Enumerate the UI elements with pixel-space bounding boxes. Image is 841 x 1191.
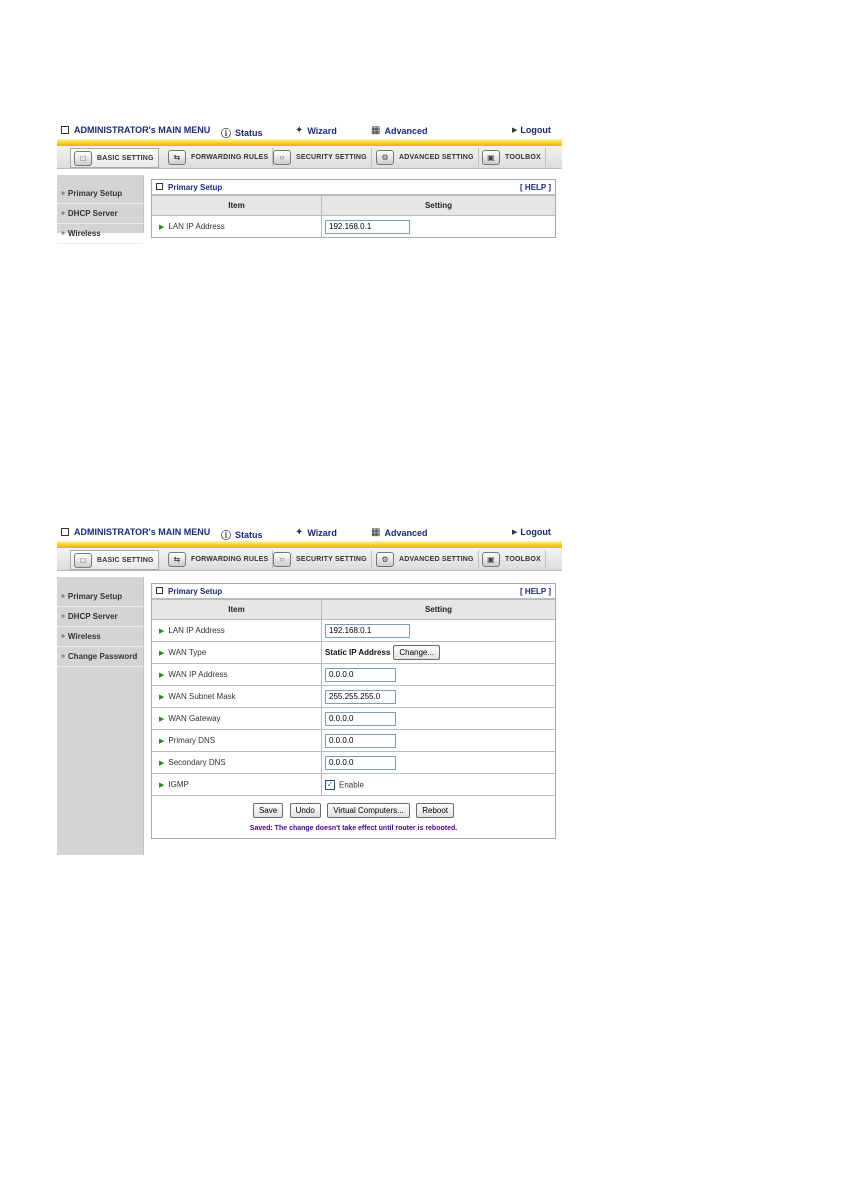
tab-toolbox[interactable] [479, 550, 546, 568]
square-bullet-icon [156, 183, 163, 190]
row-setting [322, 686, 556, 708]
square-bullet-icon [61, 528, 69, 536]
advanced-columns-icon: ▦ [371, 125, 381, 136]
gold-divider [57, 541, 562, 548]
logout-link[interactable] [512, 527, 551, 537]
wan-ip-label: WAN IP Address [168, 670, 228, 679]
folder-icon: □ [74, 553, 92, 568]
sidebar-item-wireless[interactable] [57, 627, 143, 647]
column-header-setting: Setting [322, 600, 556, 620]
tab-bar [57, 548, 562, 571]
lock-icon: ○ [273, 150, 291, 165]
primary-setup-panel [151, 179, 556, 238]
igmp-enable-checkbox[interactable]: ✓ [326, 779, 334, 789]
wizard-wand-icon: ✦ [295, 125, 304, 136]
lock-icon: ○ [273, 552, 291, 567]
wizard-label: Wizard [307, 125, 337, 136]
sidebar [57, 577, 144, 855]
advanced-columns-icon: ▦ [371, 527, 381, 538]
sidebar-item-wireless[interactable] [57, 224, 143, 244]
sidebar-item-change-password[interactable] [57, 647, 143, 667]
tab-forwarding-rules[interactable] [165, 148, 273, 166]
help-link[interactable]: [ HELP ] [520, 586, 551, 596]
tab-advanced-setting[interactable] [373, 148, 479, 166]
bullet-icon: » [61, 633, 65, 640]
bullet-icon: » [61, 653, 65, 660]
gold-divider [57, 139, 562, 146]
sidebar [57, 175, 144, 238]
triangle-right-icon: ▶ [512, 529, 518, 536]
sidebar-item-dhcp-server[interactable] [57, 607, 143, 627]
screenshot-top [57, 123, 562, 238]
column-header-item: Item [152, 600, 322, 620]
sidebar-item-label: Wireless [67, 632, 101, 641]
status-info-icon: ⓘ [221, 129, 231, 140]
sidebar-item-label: DHCP Server [67, 209, 118, 218]
advanced-label: Advanced [384, 527, 428, 538]
panel-title: Primary Setup [168, 586, 223, 596]
tab-label: BASIC SETTING [97, 154, 154, 162]
table-row [152, 752, 555, 774]
logout-label: Logout [520, 125, 551, 135]
tab-advanced-setting[interactable] [373, 550, 479, 568]
tab-label: ADVANCED SETTING [399, 153, 474, 161]
wizard-label: Wizard [307, 527, 337, 538]
action-bar [152, 795, 555, 838]
wan-subnet-mask-input[interactable]: 255.255.255.0 [325, 690, 396, 704]
sidebar-item-primary-setup[interactable] [57, 587, 143, 607]
column-header-setting: Setting [322, 196, 556, 216]
bullet-icon: » [61, 190, 65, 197]
wizard-wand-icon: ✦ [295, 527, 304, 538]
panel-title-wrap [156, 587, 222, 596]
sidebar-item-dhcp-server[interactable] [57, 204, 143, 224]
tab-label: TOOLBOX [505, 153, 541, 161]
toolbox-icon: ▣ [482, 552, 500, 567]
advanced-link[interactable] [371, 527, 427, 538]
row-setting [322, 642, 556, 664]
tab-label: SECURITY SETTING [296, 555, 367, 563]
virtual-computers-button[interactable]: Virtual Computers... [327, 803, 410, 818]
admin-main-menu[interactable] [61, 527, 210, 537]
triangle-right-icon: ▶ [159, 760, 165, 767]
advanced-link[interactable] [371, 125, 427, 136]
advanced-label: Advanced [384, 125, 428, 136]
forward-arrows-icon: ⇆ [168, 552, 186, 567]
triangle-right-icon: ▶ [159, 628, 165, 635]
tab-basic-setting[interactable] [70, 550, 159, 570]
igmp-label: IGMP [168, 780, 189, 789]
admin-menu-label: ADMINISTRATOR's MAIN MENU [74, 527, 211, 537]
square-bullet-icon [61, 126, 69, 134]
secondary-dns-input[interactable]: 0.0.0.0 [325, 756, 396, 770]
bullet-icon: » [61, 230, 65, 237]
row-label [152, 730, 322, 752]
wan-subnet-mask-label: WAN Subnet Mask [168, 692, 236, 701]
sidebar-item-label: Primary Setup [67, 592, 123, 601]
primary-dns-input[interactable]: 0.0.0.0 [325, 734, 396, 748]
lan-ip-label: LAN IP Address [168, 222, 225, 231]
panel-header [152, 584, 555, 599]
table-row [152, 730, 555, 752]
logout-link[interactable] [512, 125, 551, 135]
triangle-right-icon: ▶ [159, 716, 165, 723]
sidebar-item-label: Change Password [67, 652, 138, 661]
tab-forwarding-rules[interactable] [165, 550, 273, 568]
change-wan-type-button[interactable]: Change... [393, 645, 440, 660]
main-menu-bar [57, 123, 562, 139]
table-row [152, 620, 555, 642]
main-menu-bar [57, 525, 562, 541]
wan-type-value: Static IP Address [325, 648, 391, 657]
sidebar-item-label: Primary Setup [67, 189, 123, 198]
bullet-icon: » [61, 593, 65, 600]
tab-label: FORWARDING RULES [191, 153, 269, 161]
table-row [152, 686, 555, 708]
table-row [152, 708, 555, 730]
triangle-right-icon: ▶ [159, 782, 165, 789]
tab-security-setting[interactable] [270, 148, 372, 166]
wan-type-label: WAN Type [168, 648, 207, 657]
row-label [152, 752, 322, 774]
sidebar-item-label: DHCP Server [67, 612, 118, 621]
tab-security-setting[interactable] [270, 550, 372, 568]
folder-icon: □ [74, 151, 92, 166]
panel-title: Primary Setup [168, 182, 223, 192]
toolbox-icon: ▣ [482, 150, 500, 165]
square-bullet-icon [156, 587, 163, 594]
tab-label: ADVANCED SETTING [399, 555, 474, 563]
row-label [152, 686, 322, 708]
status-label: Status [235, 529, 263, 540]
settings-table [152, 599, 555, 795]
secondary-dns-label: Secondary DNS [168, 758, 226, 767]
admin-menu-label: ADMINISTRATOR's MAIN MENU [74, 125, 211, 135]
undo-button[interactable]: Undo [290, 803, 321, 818]
wan-gateway-input[interactable]: 0.0.0.0 [325, 712, 396, 726]
table-row [152, 774, 555, 796]
save-button[interactable]: Save [253, 803, 283, 818]
gear-folder-icon: ⚙ [376, 150, 394, 165]
igmp-enable-label: Enable [339, 780, 364, 789]
lan-ip-label: LAN IP Address [168, 626, 225, 635]
lan-ip-input[interactable]: 192.168.0.1 [325, 220, 410, 234]
saved-message: Saved: The change doesn't take effect until router is rebooted. [249, 825, 458, 832]
tab-toolbox[interactable] [479, 148, 546, 166]
table-row [152, 216, 555, 238]
gear-folder-icon: ⚙ [376, 552, 394, 567]
panel-header [152, 180, 555, 195]
tab-label: SECURITY SETTING [296, 153, 367, 161]
screenshot-bottom [57, 525, 562, 855]
row-label [152, 708, 322, 730]
admin-main-menu[interactable] [61, 125, 210, 135]
status-link[interactable] [221, 125, 263, 140]
logout-label: Logout [520, 527, 551, 537]
triangle-right-icon: ▶ [159, 738, 165, 745]
row-setting [322, 664, 556, 686]
triangle-right-icon: ▶ [159, 694, 165, 701]
row-label [152, 774, 322, 796]
sidebar-item-label: Wireless [67, 229, 101, 238]
row-setting [322, 708, 556, 730]
status-info-icon: ⓘ [221, 531, 231, 542]
row-label [152, 664, 322, 686]
sidebar-item-primary-setup[interactable] [57, 184, 143, 204]
tab-label: FORWARDING RULES [191, 555, 269, 563]
wan-gateway-label: WAN Gateway [168, 714, 221, 723]
triangle-right-icon: ▶ [512, 127, 518, 134]
tab-label: BASIC SETTING [97, 556, 154, 564]
row-setting [322, 620, 556, 642]
triangle-right-icon: ▶ [159, 650, 165, 657]
primary-dns-label: Primary DNS [168, 736, 216, 745]
forward-arrows-icon: ⇆ [168, 150, 186, 165]
panel-title-wrap [156, 183, 222, 192]
row-setting [322, 730, 556, 752]
lan-ip-input[interactable]: 192.168.0.1 [325, 624, 410, 638]
bullet-icon: » [61, 613, 65, 620]
wan-ip-input[interactable]: 0.0.0.0 [325, 668, 396, 682]
row-setting [322, 752, 556, 774]
wizard-link[interactable] [295, 125, 337, 136]
bullet-icon: » [61, 210, 65, 217]
help-link[interactable]: [ HELP ] [520, 182, 551, 192]
status-label: Status [235, 127, 263, 138]
table-row [152, 664, 555, 686]
row-label [152, 216, 322, 238]
status-link[interactable] [221, 527, 263, 542]
reboot-button[interactable]: Reboot [416, 803, 454, 818]
triangle-right-icon: ▶ [159, 672, 165, 679]
row-setting [322, 774, 556, 796]
wizard-link[interactable] [295, 527, 337, 538]
row-label [152, 642, 322, 664]
tab-bar [57, 146, 562, 169]
column-header-item: Item [152, 196, 322, 216]
triangle-right-icon: ▶ [159, 224, 165, 231]
row-label [152, 620, 322, 642]
tab-basic-setting[interactable] [70, 148, 159, 168]
primary-setup-panel [151, 583, 556, 839]
settings-table [152, 195, 555, 237]
row-setting [322, 216, 556, 238]
tab-label: TOOLBOX [505, 555, 541, 563]
table-row [152, 642, 555, 664]
